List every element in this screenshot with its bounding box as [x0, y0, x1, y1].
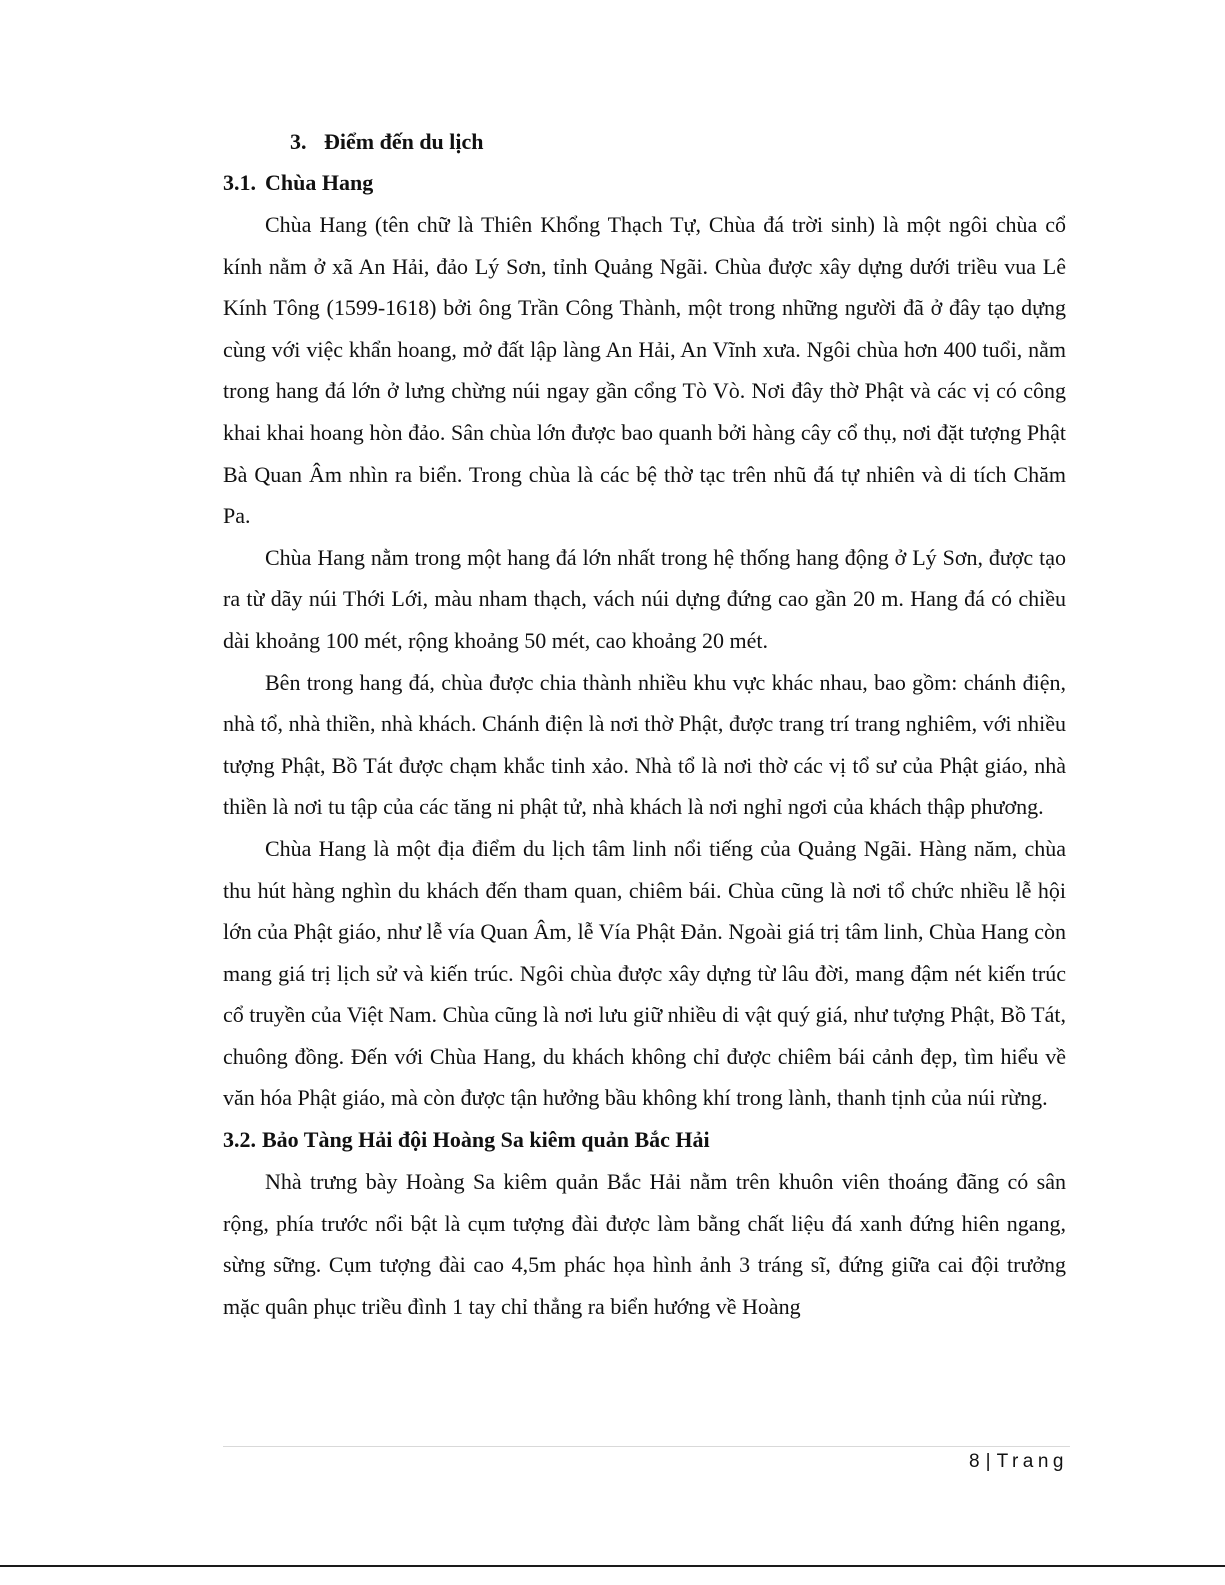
footer-divider [223, 1446, 1070, 1447]
subsection-number: 3.2. [223, 1127, 256, 1153]
subsection-title: Bảo Tàng Hải đội Hoàng Sa kiêm quản Bắc Hải [262, 1127, 710, 1153]
paragraph: Chùa Hang nằm trong một hang đá lớn nhất trong hệ thống hang động ở Lý Sơn, được tạo ra từ dãy núi Thới Lới, màu nham thạch, vách núi dựng đứng cao gần 20 m. Hang đá có chiều dài khoảng 100 mét, rộng khoảng 50 mét, cao khoảng 20 mét. [223, 544, 1066, 653]
page-body [223, 122, 1066, 1327]
paragraph: Chùa Hang (tên chữ là Thiên Khổng Thạch Tự, Chùa đá trời sinh) là một ngôi chùa cổ kính nằm ở xã An Hải, đảo Lý Sơn, tỉnh Quảng Ngãi. Chùa được xây dựng dưới triều vua Lê Kính Tông (1599-1618) bởi ông Trần Công Thành, một trong những người đã ở đây tạo dựng cùng với việc khẩn hoang, mở đất lập làng An Hải, An Vĩnh xưa. Ngôi chùa hơn 400 tuổi, nằm trong hang đá lớn ở lưng chừng núi ngay gần cổng Tò Vò. Nơi đây thờ Phật và các vị có công khai khai hoang hòn đảo. Sân chùa lớn được bao quanh bởi hàng cây cổ thụ, nơi đặt tượng Phật Bà Quan Âm nhìn ra biển. Trong chùa là các bệ thờ tạc trên nhũ đá tự nhiên và di tích Chăm Pa. [223, 212, 1066, 529]
page-bottom-edge [0, 1565, 1225, 1567]
subsection-number: 3.1. [223, 170, 256, 195]
subsection-title: Chùa Hang [265, 170, 374, 195]
section-heading [290, 122, 1066, 162]
page-number: 8 [969, 1451, 980, 1472]
paragraph: Bên trong hang đá, chùa được chia thành nhiều khu vực khác nhau, bao gồm: chánh điện, nhà tổ, nhà thiền, nhà khách. Chánh điện là nơi thờ Phật, được trang trí trang nghiêm, với nhiều tượng Phật, Bồ Tát được chạm khắc tinh xảo. Nhà tổ là nơi thờ các vị tổ sư của Phật giáo, nhà thiền là nơi tu tập của các tăng ni phật tử, nhà khách là nơi nghỉ ngơi của khách thập phương. [223, 669, 1066, 820]
paragraph: Nhà trưng bày Hoàng Sa kiêm quản Bắc Hải nằm trên khuôn viên thoáng đãng có sân rộng, phía trước nổi bật là cụm tượng đài được làm bằng chất liệu đá xanh đứng hiên ngang, sừng sững. Cụm tượng đài cao 4,5m phác họa hình ảnh 3 tráng sĩ, đứng giữa cai đội trưởng mặc quân phục triều đình 1 tay chỉ thẳng ra biển hướng về Hoàng [223, 1169, 1066, 1319]
page-footer [969, 1450, 1068, 1474]
section-number: 3. [290, 129, 307, 154]
section-title: Điểm đến du lịch [324, 129, 484, 154]
paragraph: Chùa Hang là một địa điểm du lịch tâm linh nổi tiếng của Quảng Ngãi. Hàng năm, chùa thu hút hàng nghìn du khách đến tham quan, chiêm bái. Chùa cũng là nơi tổ chức nhiều lễ hội lớn của Phật giáo, như lễ vía Quan Âm, lễ Vía Phật Đản. Ngoài giá trị tâm linh, Chùa Hang còn mang giá trị lịch sử và kiến trúc. Ngôi chùa được xây dựng từ lâu đời, mang đậm nét kiến trúc cổ truyền của Việt Nam. Chùa cũng là nơi lưu giữ nhiều di vật quý giá, như tượng Phật, Bồ Tát, chuông đồng. Đến với Chùa Hang, du khách không chỉ được chiêm bái cảnh đẹp, tìm hiểu về văn hóa Phật giáo, mà còn được tận hưởng bầu không khí trong lành, thanh tịnh của núi rừng. [223, 835, 1066, 1111]
subsection-heading [223, 162, 1066, 204]
footer-separator: | [985, 1451, 991, 1472]
subsection-heading [223, 1119, 1066, 1161]
footer-label: Trang [996, 1451, 1068, 1472]
